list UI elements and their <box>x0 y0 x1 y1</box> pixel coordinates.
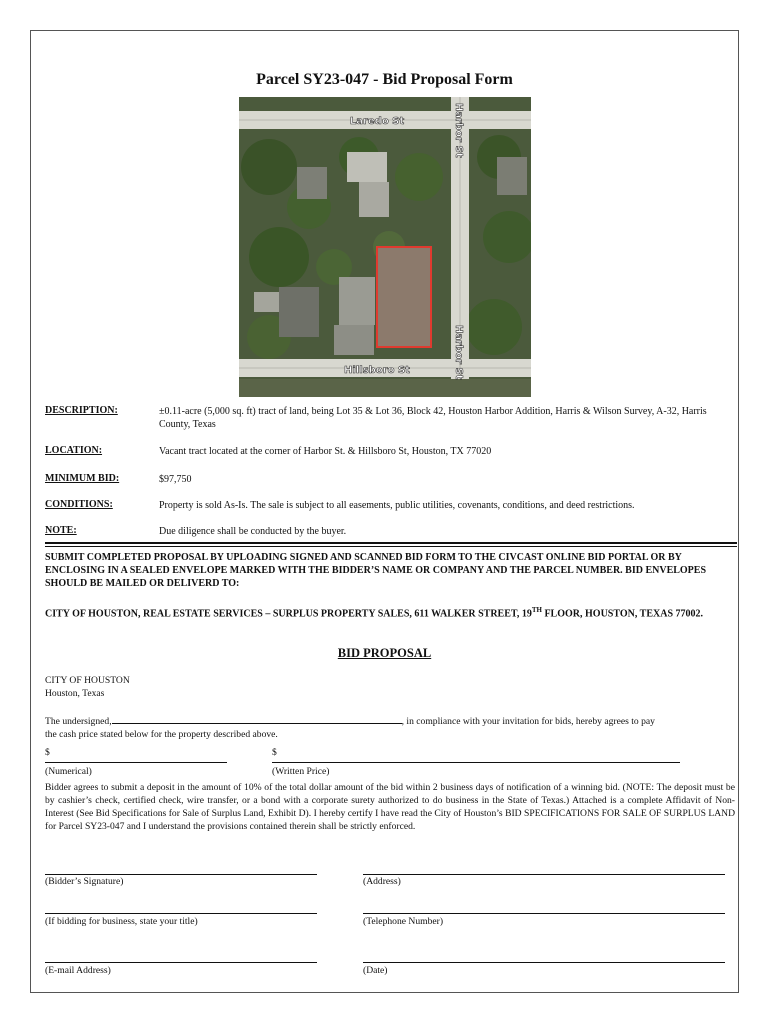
note-label: NOTE: <box>45 525 77 536</box>
divider-thin <box>45 546 737 547</box>
location-value: Vacant tract located at the corner of Harbor St. & Hillsboro St, Houston, TX 77020 <box>159 446 492 457</box>
agreement-text: Bidder agrees to submit a deposit in the amount of 10% of the total dollar amount of the bid within 2 business days of notification of a winning bid. (NOTE: The deposit must be by cashier’s check, certified check, wire transfer, or a bond with a corporate surety authorized to do business in the State of Texas.) Attached is a complete Affidavit of Non-Interest (See Bid Specifications for Sale of Surplus Land, Exhibit D). I hereby certify I have read the City of Houston’s BID SPECIFICATIONS FOR SALE OF SURPLUS LAND for Parcel SY23-047 and I understand the provisions contained therein shall be strictly enforced. <box>45 782 735 832</box>
street-label-hillsboro: Hillsboro St <box>344 365 410 376</box>
page-title: Parcel SY23-047 - Bid Proposal Form <box>256 71 513 88</box>
bidder-name-blank[interactable] <box>112 714 402 724</box>
bidder-signature-line[interactable] <box>45 874 317 875</box>
delivery-address: CITY OF HOUSTON, REAL ESTATE SERVICES – SURPLUS PROPERTY SALES, 611 WALKER STREET, 19TH FLOOR, HOUSTON, TEXAS 77002. <box>45 606 704 620</box>
conditions-value: Property is sold As-Is. The sale is subject to all easements, public utilities, covenants, conditions, and deed restrictions. <box>159 500 635 511</box>
address-label: (Address) <box>363 876 401 887</box>
minimum-bid-label: MINIMUM BID: <box>45 473 120 484</box>
submit-notice: SUBMIT COMPLETED PROPOSAL BY UPLOADING SIGNED AND SCANNED BID FORM TO THE CIVCAST ONLINE BID PORTAL OR BY ENCLOSING IN A SEALED ENVELOPE MARKED WITH THE BIDDER’S NAME OR COMPANY AND THE PARCEL NUMBER. BID ENVELOPES SHOULD BE MAILED OR DELIVERD TO: <box>45 552 707 589</box>
address-line[interactable] <box>363 874 725 875</box>
written-price-line[interactable] <box>272 762 680 763</box>
recipient-line1: CITY OF HOUSTON <box>45 675 130 686</box>
written-price-label: (Written Price) <box>272 766 330 777</box>
email-label: (E-mail Address) <box>45 965 111 976</box>
numerical-label: (Numerical) <box>45 766 92 777</box>
numerical-price-line[interactable] <box>45 762 227 763</box>
telephone-line[interactable] <box>363 913 725 914</box>
bid-proposal-heading: BID PROPOSAL <box>337 646 432 660</box>
conditions-label: CONDITIONS: <box>45 499 113 510</box>
aerial-map-graphic <box>239 97 531 397</box>
aerial-map <box>239 97 531 397</box>
written-dollar-sign: $ <box>272 747 277 758</box>
date-label: (Date) <box>363 965 388 976</box>
minimum-bid-value: $97,750 <box>159 474 192 485</box>
business-title-line[interactable] <box>45 913 317 914</box>
numerical-dollar-sign: $ <box>45 747 50 758</box>
description-value: ±0.11-acre (5,000 sq. ft) tract of land, being Lot 35 & Lot 36, Block 42, Houston Harbor Addition, Harris & Wilson Survey, A-32, Harris County, Texas <box>159 406 707 430</box>
email-line[interactable] <box>45 962 317 963</box>
business-title-label: (If bidding for business, state your title) <box>45 916 198 927</box>
description-label: DESCRIPTION: <box>45 405 118 416</box>
bidder-signature-label: (Bidder’s Signature) <box>45 876 124 887</box>
street-label-harbor-bottom: Harbor St <box>453 325 464 380</box>
undersigned-line2: the cash price stated below for the property described above. <box>45 729 278 740</box>
note-value: Due diligence shall be conducted by the buyer. <box>159 526 347 537</box>
street-label-harbor-top: Harbor St <box>453 103 464 158</box>
undersigned-line: The undersigned, , in compliance with your invitation for bids, hereby agrees to pay <box>45 716 655 727</box>
location-label: LOCATION: <box>45 445 103 456</box>
bid-form-page <box>30 30 739 993</box>
divider-thick <box>45 542 737 544</box>
telephone-label: (Telephone Number) <box>363 916 444 927</box>
date-line[interactable] <box>363 962 725 963</box>
street-label-laredo: Laredo St <box>349 116 405 127</box>
recipient-line2: Houston, Texas <box>45 688 105 699</box>
